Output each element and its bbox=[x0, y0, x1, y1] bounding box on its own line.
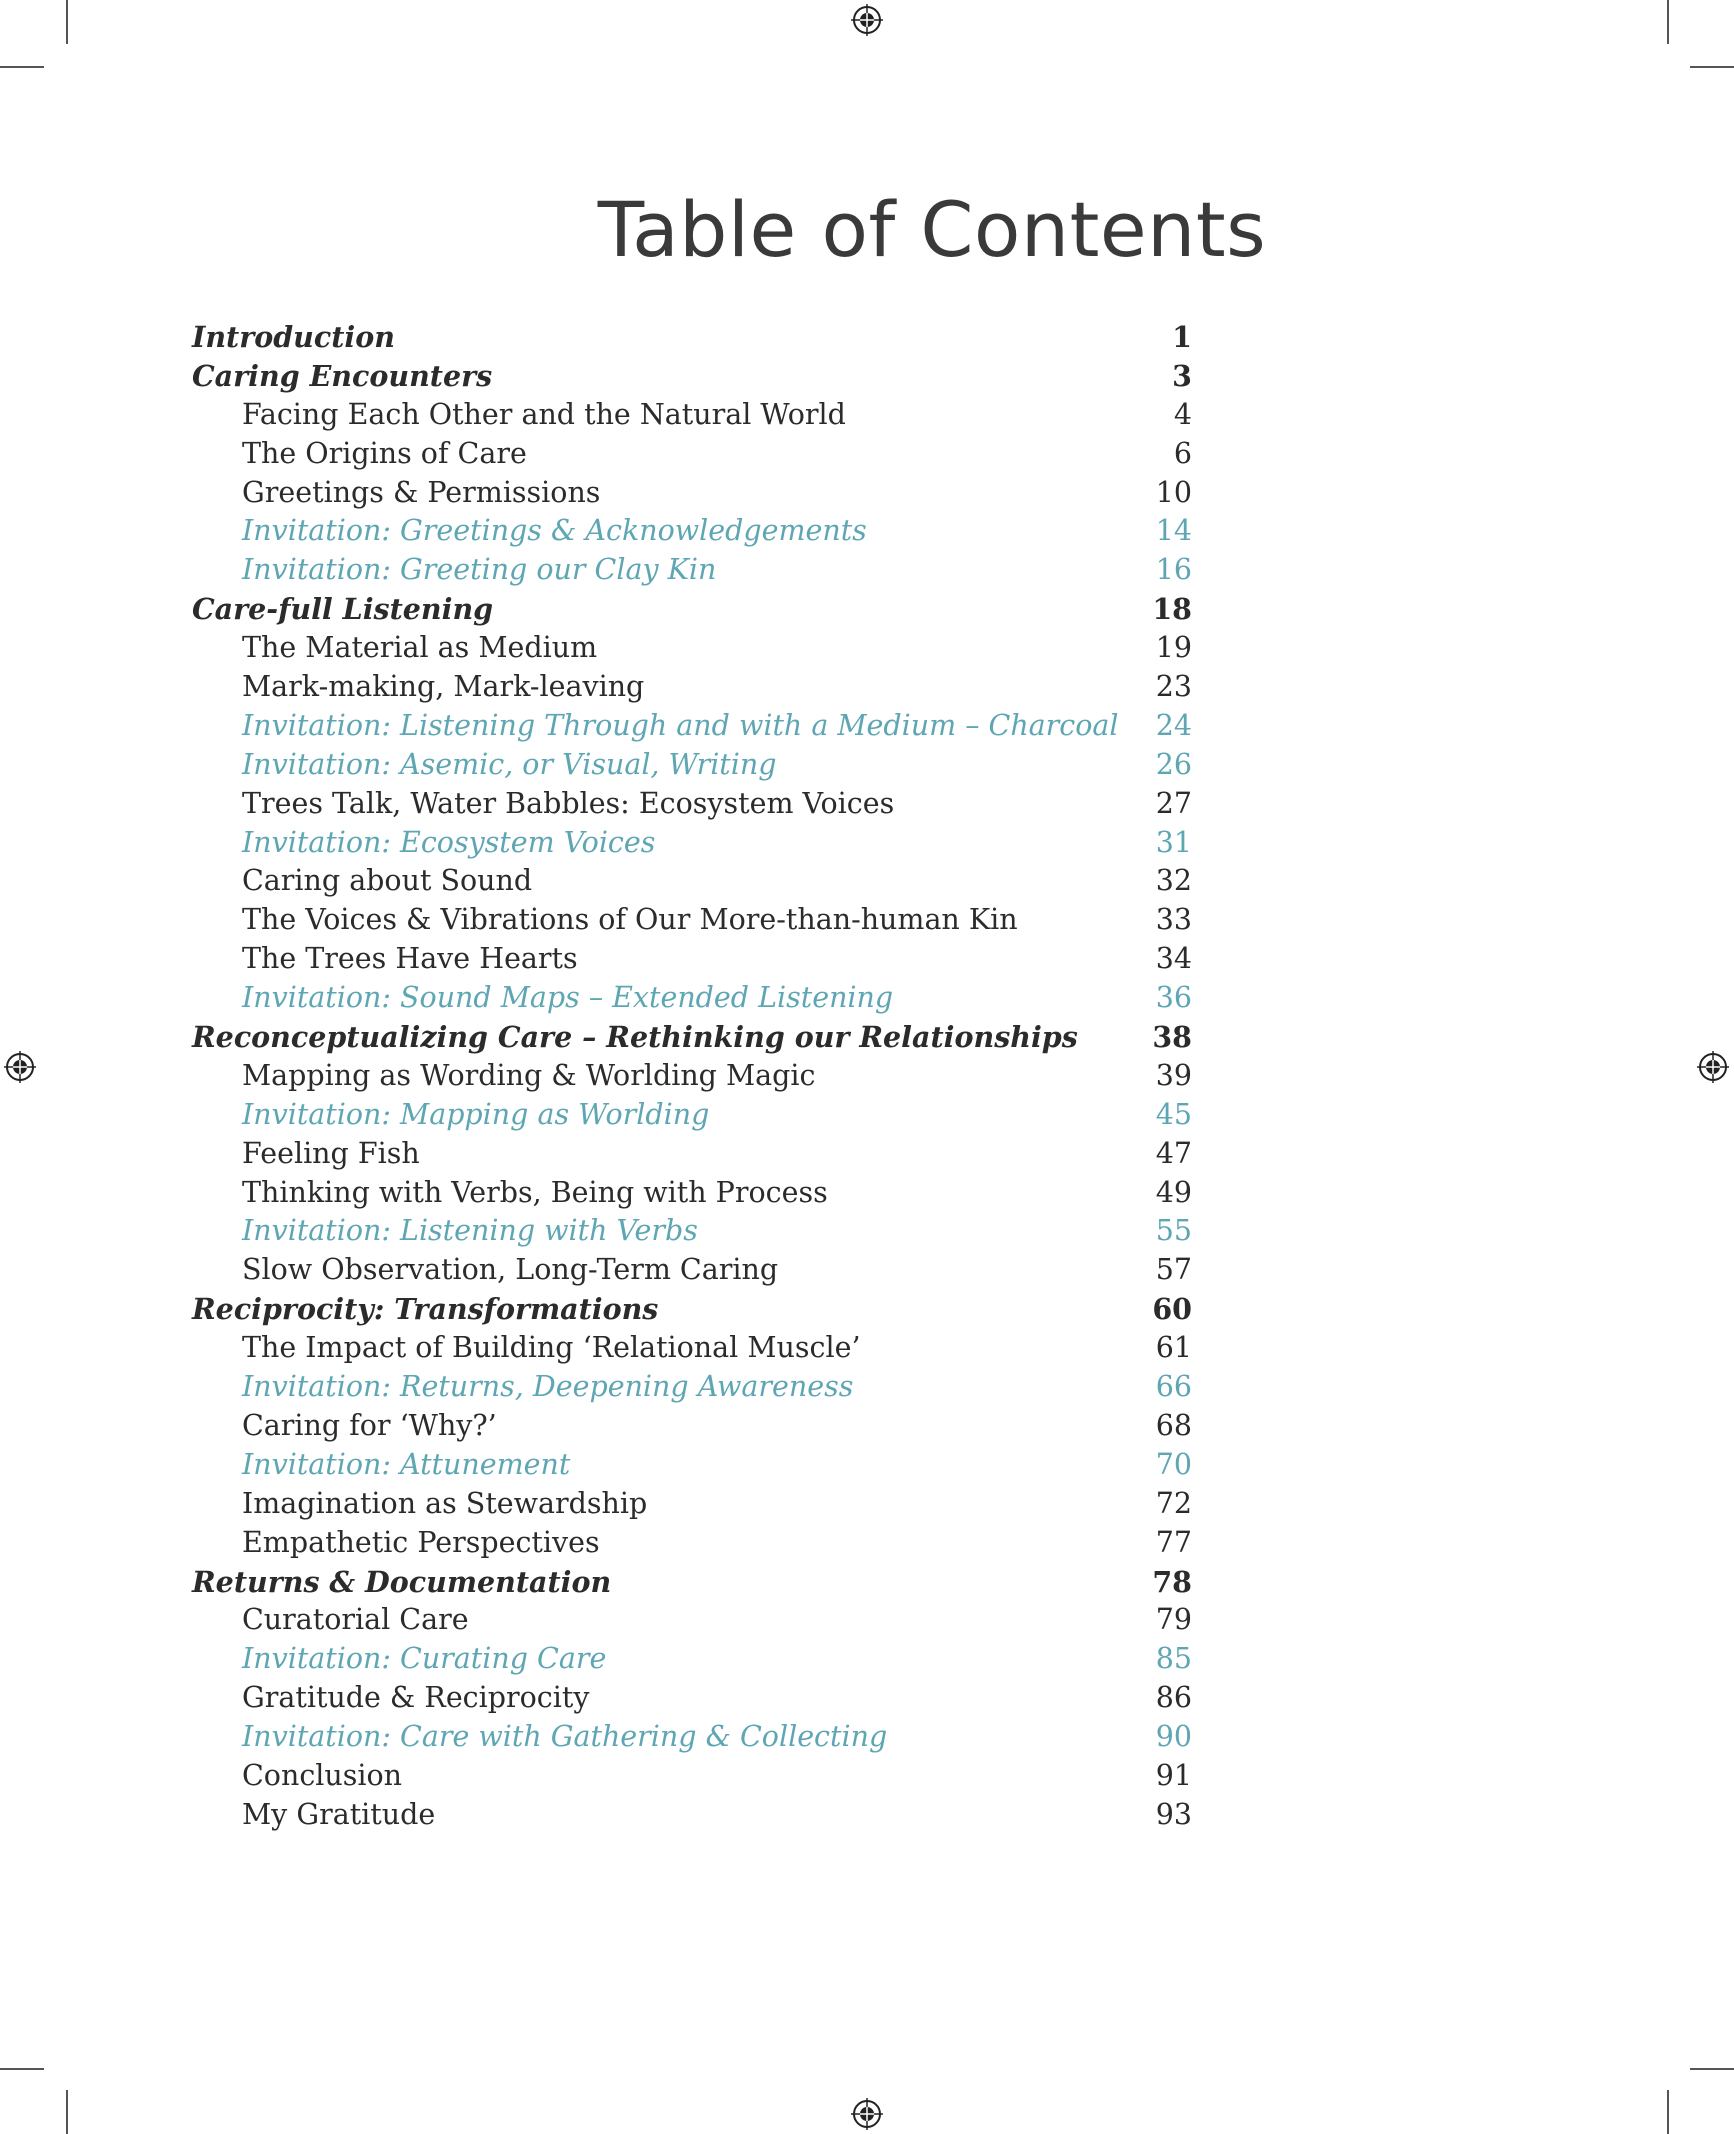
crop-mark-top-left-h bbox=[0, 66, 44, 68]
toc-label: Invitation: Listening Through and with a Medium – Charcoal bbox=[242, 708, 1119, 742]
toc-entry[interactable] bbox=[192, 474, 1192, 513]
toc-entry[interactable] bbox=[192, 1524, 1192, 1563]
toc-page-number: 61 bbox=[1155, 1331, 1192, 1365]
toc-invitation[interactable] bbox=[192, 1212, 1192, 1251]
toc-entry[interactable] bbox=[192, 629, 1192, 668]
toc-label: Introduction bbox=[192, 320, 395, 354]
toc-label: Care-full Listening bbox=[192, 592, 494, 627]
registration-mark-icon bbox=[851, 2098, 883, 2130]
toc-page-number: 49 bbox=[1155, 1175, 1192, 1209]
toc-label: The Material as Medium bbox=[242, 631, 598, 665]
crop-mark-bottom-left-h bbox=[0, 2068, 44, 2070]
toc-label: Thinking with Verbs, Being with Process bbox=[242, 1175, 828, 1209]
toc-page-number: 77 bbox=[1155, 1525, 1192, 1559]
toc-label: My Gratitude bbox=[242, 1797, 436, 1831]
toc-page-number: 1 bbox=[1172, 320, 1192, 354]
toc-entry[interactable] bbox=[192, 668, 1192, 707]
toc-page-number: 91 bbox=[1155, 1758, 1192, 1792]
toc-page-number: 19 bbox=[1155, 631, 1192, 665]
toc-page-number: 32 bbox=[1155, 864, 1192, 898]
toc-entry[interactable] bbox=[192, 862, 1192, 901]
toc-page-number: 31 bbox=[1155, 825, 1192, 859]
toc-label: Invitation: Asemic, or Visual, Writing bbox=[242, 747, 777, 781]
toc-page-number: 23 bbox=[1155, 670, 1192, 704]
toc-invitation[interactable] bbox=[192, 707, 1192, 746]
table-of-contents bbox=[192, 318, 1192, 1835]
toc-page-number: 70 bbox=[1155, 1447, 1192, 1481]
toc-page-number: 60 bbox=[1152, 1292, 1192, 1327]
toc-section[interactable] bbox=[192, 1018, 1192, 1057]
toc-invitation[interactable] bbox=[192, 746, 1192, 785]
toc-invitation[interactable] bbox=[192, 1446, 1192, 1485]
toc-label: Mark-making, Mark-leaving bbox=[242, 670, 645, 704]
toc-entry[interactable] bbox=[192, 435, 1192, 474]
toc-label: Imagination as Stewardship bbox=[242, 1486, 648, 1520]
toc-page-number: 24 bbox=[1155, 708, 1192, 742]
toc-entry[interactable] bbox=[192, 396, 1192, 435]
toc-page-number: 4 bbox=[1173, 397, 1192, 431]
toc-label: Caring about Sound bbox=[242, 864, 533, 898]
toc-entry[interactable] bbox=[192, 1057, 1192, 1096]
registration-mark-icon bbox=[4, 1051, 36, 1083]
toc-label: Facing Each Other and the Natural World bbox=[242, 397, 846, 431]
toc-page-number: 93 bbox=[1155, 1797, 1192, 1831]
toc-section[interactable] bbox=[192, 318, 1192, 357]
toc-label: Invitation: Returns, Deepening Awareness bbox=[242, 1370, 854, 1404]
toc-invitation[interactable] bbox=[192, 551, 1192, 590]
crop-mark-bottom-right bbox=[1667, 2090, 1669, 2134]
toc-entry[interactable] bbox=[192, 901, 1192, 940]
toc-label: Reconceptualizing Care – Rethinking our Relationships bbox=[192, 1020, 1078, 1055]
toc-invitation[interactable] bbox=[192, 824, 1192, 863]
toc-label: Gratitude & Reciprocity bbox=[242, 1681, 590, 1715]
toc-label: Invitation: Ecosystem Voices bbox=[242, 825, 656, 859]
toc-section[interactable] bbox=[192, 1563, 1192, 1602]
toc-label: Caring Encounters bbox=[192, 358, 493, 393]
toc-page-number: 90 bbox=[1155, 1720, 1192, 1754]
toc-entry[interactable] bbox=[192, 1679, 1192, 1718]
toc-label: Curatorial Care bbox=[242, 1603, 469, 1637]
toc-invitation[interactable] bbox=[192, 1368, 1192, 1407]
registration-mark-icon bbox=[1697, 1051, 1729, 1083]
toc-entry[interactable] bbox=[192, 1757, 1192, 1796]
toc-label: Trees Talk, Water Babbles: Ecosystem Voices bbox=[242, 786, 895, 820]
toc-page-number: 86 bbox=[1155, 1681, 1192, 1715]
toc-invitation[interactable] bbox=[192, 979, 1192, 1018]
toc-page-number: 85 bbox=[1155, 1642, 1192, 1676]
toc-label: Caring for ‘Why?’ bbox=[242, 1408, 497, 1442]
toc-page-number: 14 bbox=[1155, 514, 1192, 548]
crop-mark-top-right-h bbox=[1690, 66, 1734, 68]
crop-mark-bottom-left bbox=[66, 2090, 68, 2134]
toc-page-number: 66 bbox=[1155, 1370, 1192, 1404]
toc-section[interactable] bbox=[192, 590, 1192, 629]
toc-page-number: 18 bbox=[1152, 592, 1192, 627]
toc-label: Invitation: Greetings & Acknowledgements bbox=[242, 514, 867, 548]
toc-page-number: 10 bbox=[1155, 475, 1192, 509]
toc-section[interactable] bbox=[192, 357, 1192, 396]
toc-invitation[interactable] bbox=[192, 512, 1192, 551]
toc-page-number: 39 bbox=[1155, 1058, 1192, 1092]
toc-label: Returns & Documentation bbox=[192, 1564, 612, 1599]
toc-page-number: 72 bbox=[1155, 1486, 1192, 1520]
toc-page-number: 55 bbox=[1155, 1214, 1192, 1248]
toc-section[interactable] bbox=[192, 1290, 1192, 1329]
toc-entry[interactable] bbox=[192, 1329, 1192, 1368]
toc-label: Invitation: Sound Maps – Extended Listening bbox=[242, 981, 894, 1015]
toc-entry[interactable] bbox=[192, 1485, 1192, 1524]
toc-label: Conclusion bbox=[242, 1758, 403, 1792]
toc-page-number: 6 bbox=[1173, 436, 1192, 470]
toc-entry[interactable] bbox=[192, 1174, 1192, 1213]
toc-label: The Origins of Care bbox=[242, 436, 527, 470]
toc-page-number: 79 bbox=[1155, 1603, 1192, 1637]
toc-page-number: 34 bbox=[1155, 942, 1192, 976]
toc-page-number: 36 bbox=[1155, 981, 1192, 1015]
crop-mark-top-left bbox=[66, 0, 68, 44]
toc-label: Invitation: Care with Gathering & Collecting bbox=[242, 1720, 888, 1754]
toc-label: Invitation: Greeting our Clay Kin bbox=[242, 553, 717, 587]
toc-entry[interactable] bbox=[192, 940, 1192, 979]
toc-label: Mapping as Wording & Worlding Magic bbox=[242, 1058, 816, 1092]
page-title: Table of Contents bbox=[597, 185, 1267, 274]
toc-label: Reciprocity: Transformations bbox=[192, 1292, 659, 1327]
toc-page-number: 33 bbox=[1155, 903, 1192, 937]
toc-entry[interactable] bbox=[192, 1251, 1192, 1290]
toc-page-number: 3 bbox=[1172, 358, 1192, 393]
toc-page-number: 27 bbox=[1155, 786, 1192, 820]
toc-invitation[interactable] bbox=[192, 1096, 1192, 1135]
toc-label: Invitation: Attunement bbox=[242, 1447, 571, 1481]
toc-page-number: 16 bbox=[1155, 553, 1192, 587]
toc-label: Invitation: Curating Care bbox=[242, 1642, 607, 1676]
toc-page-number: 57 bbox=[1155, 1253, 1192, 1287]
toc-label: Invitation: Mapping as Worlding bbox=[242, 1097, 710, 1131]
toc-entry[interactable] bbox=[192, 1135, 1192, 1174]
toc-label: The Trees Have Hearts bbox=[242, 942, 578, 976]
toc-invitation[interactable] bbox=[192, 1718, 1192, 1757]
toc-page-number: 26 bbox=[1155, 747, 1192, 781]
toc-entry[interactable] bbox=[192, 1601, 1192, 1640]
toc-label: Empathetic Perspectives bbox=[242, 1525, 600, 1559]
toc-entry[interactable] bbox=[192, 1796, 1192, 1835]
toc-entry[interactable] bbox=[192, 1407, 1192, 1446]
registration-mark-icon bbox=[851, 4, 883, 36]
toc-page-number: 47 bbox=[1155, 1136, 1192, 1170]
toc-label: Greetings & Permissions bbox=[242, 475, 601, 509]
toc-label: The Voices & Vibrations of Our More-than-human Kin bbox=[242, 903, 1018, 937]
crop-mark-top-right bbox=[1667, 0, 1669, 44]
toc-invitation[interactable] bbox=[192, 1640, 1192, 1679]
toc-page-number: 78 bbox=[1152, 1564, 1192, 1599]
toc-entry[interactable] bbox=[192, 785, 1192, 824]
toc-page-number: 45 bbox=[1155, 1097, 1192, 1131]
toc-page-number: 38 bbox=[1152, 1020, 1192, 1055]
toc-label: Invitation: Listening with Verbs bbox=[242, 1214, 698, 1248]
toc-label: Feeling Fish bbox=[242, 1136, 420, 1170]
toc-page-number: 68 bbox=[1155, 1408, 1192, 1442]
toc-label: The Impact of Building ‘Relational Muscle’ bbox=[242, 1331, 861, 1365]
crop-mark-bottom-right-h bbox=[1690, 2068, 1734, 2070]
toc-label: Slow Observation, Long-Term Caring bbox=[242, 1253, 779, 1287]
